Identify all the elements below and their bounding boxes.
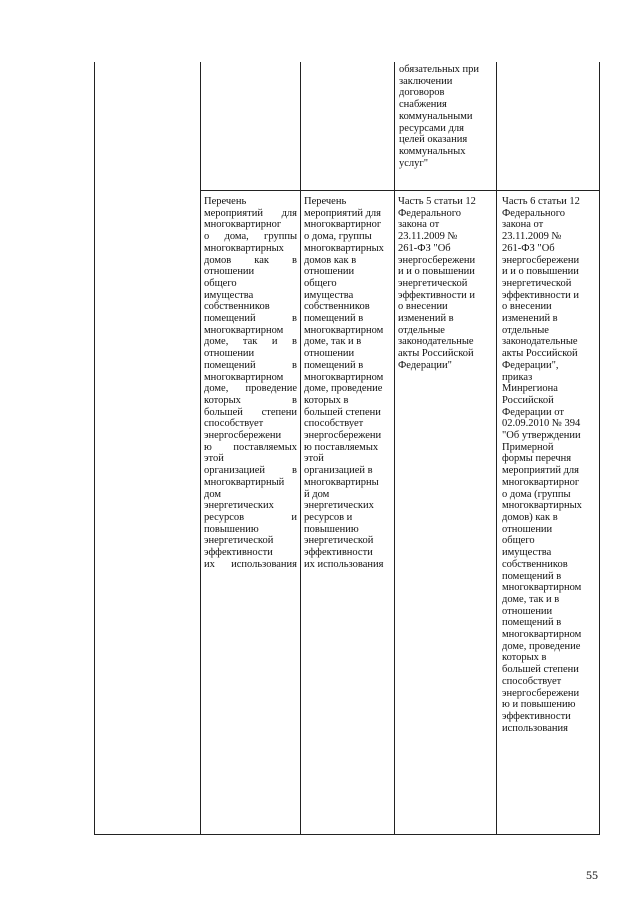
cell-text-line: о внесении xyxy=(502,301,552,313)
cell-text-line: доме, так и в xyxy=(502,593,560,605)
table-bottom-border xyxy=(94,834,600,835)
cell-text-line: эффективности и xyxy=(398,289,476,301)
cell-text-line: домов как в xyxy=(304,254,357,266)
cell-text-line: способствует xyxy=(204,418,264,430)
page-number: 55 xyxy=(586,868,598,882)
cell-text-line: собственников xyxy=(204,301,270,313)
cell-text-line: многоквартирном xyxy=(204,371,284,383)
cell-text-line: отношении xyxy=(204,266,255,278)
cell-text-line: энергетической xyxy=(204,535,274,547)
cell-text-line: "Об утверждении xyxy=(502,430,581,442)
cell-text-line: коммунальными xyxy=(399,110,473,122)
cell-text-line: энергетической xyxy=(398,277,468,289)
cell-text-line: ю и повышению xyxy=(502,699,576,711)
cell-text-line: эффективности xyxy=(304,547,373,559)
cell-text-line: мероприятий для xyxy=(304,207,381,219)
cell-text-line: Часть 5 статьи 12 xyxy=(398,196,476,207)
cell-text-line: многоквартирных xyxy=(502,500,582,512)
cell-text-line: энергосбережени xyxy=(398,254,476,266)
cell-text-line: повышению xyxy=(204,523,259,535)
cell-text-line: снабжения xyxy=(399,99,447,111)
cell-text-line: акты Российской xyxy=(398,348,474,360)
cell-text-line: о дома, группы xyxy=(304,231,372,243)
cell-text-line: многоквартирног xyxy=(204,219,282,231)
cell-text-line: многоквартирном xyxy=(204,324,284,336)
row-divider xyxy=(200,190,600,191)
cell-text-line: эффективности xyxy=(204,547,273,559)
cell-text-line: общего xyxy=(304,277,337,289)
cell-text-line: имущества xyxy=(502,547,552,559)
cell-text-line: 23.11.2009 № xyxy=(502,231,562,243)
cell-text-line: мероприятий для xyxy=(204,207,297,219)
cell-text-line: и и о повышении xyxy=(398,266,475,278)
cell-text-line: многоквартирных xyxy=(304,242,384,254)
cell-text-line: общего xyxy=(204,277,237,289)
cell-text-line: помещений в xyxy=(304,313,364,325)
cell-text-line: организацией в xyxy=(204,465,297,477)
cell-text-line: мероприятий для xyxy=(502,465,579,477)
main-row-col4-text xyxy=(502,196,598,734)
cell-text-line: 23.11.2009 № xyxy=(398,231,458,243)
cell-text-line: акты Российской xyxy=(502,348,578,360)
cell-text-line: ресурсов и xyxy=(304,511,353,523)
cell-text-line: организацией в xyxy=(304,465,373,477)
cell-text-line: доме, проведение xyxy=(304,383,383,395)
cell-text-line: многоквартирный xyxy=(204,476,285,488)
main-row-col1-text xyxy=(204,196,297,571)
cell-text-line: Федерации от xyxy=(502,406,564,418)
cell-text-line: собственников xyxy=(502,558,568,570)
cell-text-line: Перечень xyxy=(204,196,247,207)
cell-text-line: формы перечня xyxy=(502,453,572,465)
cell-text-line: многоквартирны xyxy=(304,476,379,488)
column-divider-1 xyxy=(200,62,201,835)
cell-text-line: целей оказания xyxy=(399,134,468,146)
cell-text-line: ресурсами для xyxy=(399,122,464,134)
cell-text-line: помещений в xyxy=(204,313,297,325)
cell-text-line: многоквартирном xyxy=(502,629,582,641)
cell-text-line: многоквартирном xyxy=(502,582,582,594)
cell-text-line: ю поставляемых xyxy=(204,441,297,453)
cell-text-line: многоквартирном xyxy=(304,371,384,383)
cell-text-line: энергетических xyxy=(304,500,374,512)
cell-text-line: большей степени xyxy=(304,406,381,418)
cell-text-line: использования xyxy=(502,722,568,734)
cell-text-line: которых в xyxy=(502,652,547,664)
cell-text-line: о дома, группы xyxy=(204,231,297,243)
cell-text-line: Российской xyxy=(502,394,554,406)
cell-text-line: Федерации" xyxy=(398,359,452,371)
cell-text-line: закона от xyxy=(398,219,440,231)
cell-text-line: повышению xyxy=(304,523,359,535)
cell-text-line: договоров xyxy=(399,87,445,99)
cell-text-line: этой xyxy=(304,453,324,465)
cell-text-line: многоквартирном xyxy=(304,324,384,336)
cell-text-line: многоквартирных xyxy=(204,242,284,254)
main-row-col2-text xyxy=(304,196,393,571)
cell-text-line: 02.09.2010 № 394 xyxy=(502,418,581,430)
cell-text-line: этой xyxy=(204,453,224,465)
top-row-col3-text xyxy=(399,64,494,169)
cell-text-line: изменений в xyxy=(502,313,558,325)
cell-text-line: о дома (группы xyxy=(502,488,571,500)
cell-text-line: изменений в xyxy=(398,313,454,325)
cell-text-line: ресурсов и xyxy=(204,511,297,523)
cell-text-line: энергетической xyxy=(304,535,374,547)
cell-text-line: энергосбережени xyxy=(204,430,282,442)
main-row-col3-text xyxy=(398,196,494,372)
cell-text-line: домов как в xyxy=(204,254,297,266)
cell-text-line: которых в xyxy=(304,394,349,406)
cell-text-line: эффективности xyxy=(502,710,571,722)
cell-text-line: услуг" xyxy=(399,157,428,169)
cell-text-line: законодательные xyxy=(398,336,474,348)
cell-text-line: отдельные xyxy=(398,324,445,336)
cell-text-line: собственников xyxy=(304,301,370,313)
cell-text-line: Часть 6 статьи 12 xyxy=(502,196,580,207)
column-divider-3 xyxy=(394,62,395,835)
cell-text-line: Примерной xyxy=(502,441,554,453)
cell-text-line: коммунальных xyxy=(399,145,466,157)
cell-text-line: энергосбережени xyxy=(304,430,382,442)
table-right-border xyxy=(599,62,600,835)
cell-text-line: большей степени xyxy=(502,664,579,676)
cell-text-line: имущества xyxy=(304,289,354,301)
cell-text-line: Минрегиона xyxy=(502,383,558,395)
cell-text-line: заключении xyxy=(399,75,453,87)
table-left-border xyxy=(94,62,95,835)
cell-text-line: отношении xyxy=(204,348,255,360)
cell-text-line: эффективности и xyxy=(502,289,580,301)
cell-text-line: способствует xyxy=(502,675,562,687)
cell-text-line: отношении xyxy=(304,348,355,360)
cell-text-line: доме, так и в xyxy=(304,336,362,348)
cell-text-line: помещений в xyxy=(502,570,562,582)
cell-text-line: дом xyxy=(204,488,222,500)
cell-text-line: Федерального xyxy=(398,207,462,219)
cell-text-line: доме, проведение xyxy=(502,640,581,652)
cell-text-line: 261-ФЗ "Об xyxy=(398,242,451,254)
cell-text-line: 261-ФЗ "Об xyxy=(502,242,555,254)
cell-text-line: имущества xyxy=(204,289,254,301)
cell-text-line: отношении xyxy=(502,605,553,617)
cell-text-line: многоквартирног xyxy=(304,219,382,231)
cell-text-line: помещений в xyxy=(304,359,364,371)
cell-text-line: энергетических xyxy=(204,500,274,512)
cell-text-line: их использования xyxy=(204,558,297,570)
column-divider-2 xyxy=(300,62,301,835)
cell-text-line: которых в xyxy=(204,394,297,406)
cell-text-line: отношении xyxy=(304,266,355,278)
cell-text-line: доме, так и в xyxy=(204,336,297,348)
cell-text-line: способствует xyxy=(304,418,364,430)
cell-text-line: помещений в xyxy=(204,359,297,371)
cell-text-line: домов) как в xyxy=(502,511,558,523)
cell-text-line: и и о повышении xyxy=(502,266,579,278)
cell-text-line: многоквартирног xyxy=(502,476,580,488)
cell-text-line: общего xyxy=(502,535,535,547)
cell-text-line: отношении xyxy=(502,523,553,535)
cell-text-line: ю поставляемых xyxy=(304,441,379,453)
cell-text-line: отдельные xyxy=(502,324,549,336)
cell-text-line: помещений в xyxy=(502,617,562,629)
cell-text-line: о внесении xyxy=(398,301,448,313)
cell-text-line: энергосбережени xyxy=(502,254,580,266)
cell-text-line: Перечень xyxy=(304,196,347,207)
cell-text-line: законодательные xyxy=(502,336,578,348)
cell-text-line: Федерального xyxy=(502,207,566,219)
cell-text-line: энергетической xyxy=(502,277,572,289)
cell-text-line: доме, проведение xyxy=(204,383,297,395)
cell-text-line: их использования xyxy=(304,558,384,570)
column-divider-4 xyxy=(496,62,497,835)
cell-text-line: энергосбережени xyxy=(502,687,580,699)
cell-text-line: закона от xyxy=(502,219,544,231)
cell-text-line: большей степени xyxy=(204,406,297,418)
cell-text-line: Федерации", xyxy=(502,359,559,371)
cell-text-line: обязательных при xyxy=(399,64,480,75)
cell-text-line: приказ xyxy=(502,371,533,383)
cell-text-line: й дом xyxy=(304,488,330,500)
